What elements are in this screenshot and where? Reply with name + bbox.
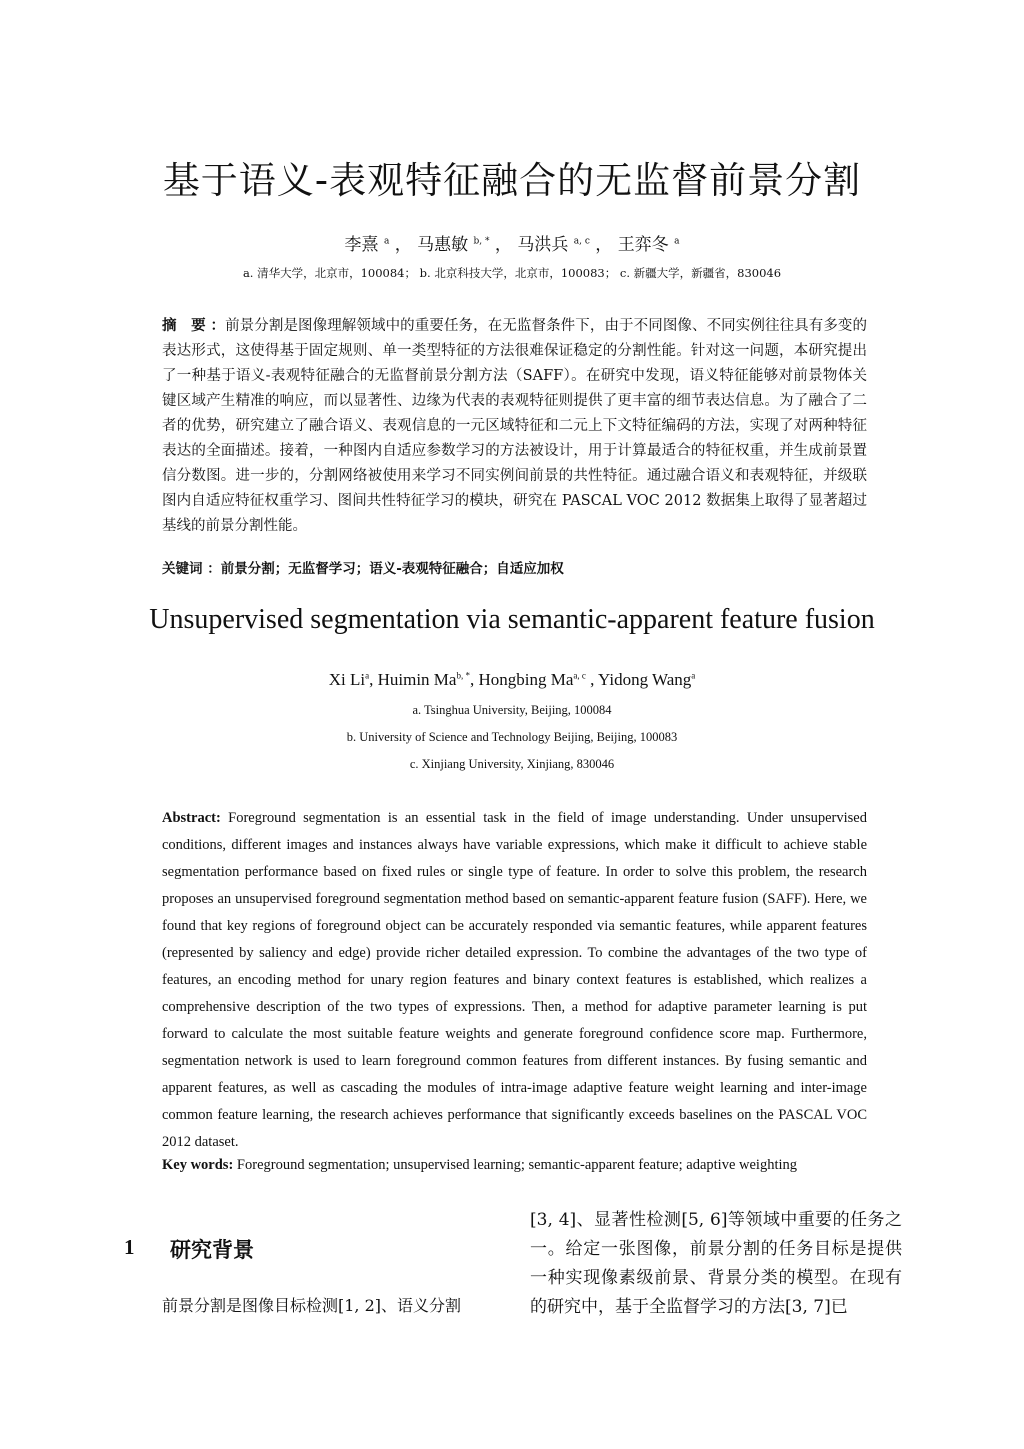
author-name: Yidong Wang: [598, 670, 692, 689]
section-number: 1: [124, 1235, 135, 1259]
author-name: 王弈冬: [617, 235, 669, 255]
affiliations-cn: a. 清华大学，北京市，100084； b. 北京科技大学，北京市，100083； c. 新疆大学，新疆省，830046: [242, 266, 782, 280]
keywords-label-en: Key words:: [162, 1157, 234, 1173]
abstract-cn: [162, 314, 867, 539]
author-sep: ，: [394, 235, 412, 255]
author-affil: b, *: [456, 670, 470, 681]
abstract-en: [162, 805, 867, 1156]
body-text-right-column: [3, 4]、显著性检测[5, 6]等领域中重要的任务之一。给定一张图像，前景分割的任务目标是提供一种实现像素级前景、背景分类的模型。在现有的研究中，基于全监督学习的方法[3, 7]已: [530, 1210, 902, 1317]
keywords-label-sep: ：: [207, 561, 221, 577]
keywords-label-cn: 关键词: [162, 561, 203, 577]
body-text-left-column: 前景分割是图像目标检测[1, 2]、语义分割: [162, 1296, 462, 1315]
author-affil: a, c: [573, 670, 586, 681]
author-sep: ，: [494, 235, 512, 255]
author-name: 马洪兵: [517, 235, 569, 255]
abstract-label-en: Abstract:: [162, 810, 221, 826]
paper-title-cn: 基于语义-表观特征融合的无监督前景分割: [162, 159, 862, 202]
abstract-text-en: Foreground segmentation is an essential task in the field of image understanding. Under unsupervised conditions, different images and instances always have variable expressions, which make it difficult to achieve stable segmentation performance based on fixed rules or single type of feature. In order to solve this problem, the research proposes an unsupervised foreground segmentation method based on semantic-apparent feature fusion (SAFF). Here, we found that key regions of foreground object can be accurately responded via semantic features, while apparent features (represented by saliency and edge) provide richer detailed expression. To combine the advantages of the two type of features, an encoding method for unary region features and binary context features is established, which realizes a comprehensive description of the two types of expressions. Then, a method for adaptive parameter learning is put forward to calculate the most suitable feature weights and generate foreground confidence score map. Furthermore, segmentation network is used to learn foreground common features from different instances. By fusing semantic and apparent features, as well as cascading the modules of intra-image adaptive feature weight learning and inter-image common feature learning, the research achieves performance that significantly exceeds baselines on the PASCAL VOC 2012 dataset.: [162, 810, 867, 1150]
author-affil: a: [365, 670, 370, 681]
keywords-cn: [162, 557, 867, 577]
authors-cn: [0, 230, 1024, 255]
author-name: 李熹: [344, 235, 379, 255]
author-name: Xi Li: [328, 670, 366, 689]
author-affil: b, *: [473, 236, 490, 247]
abstract-text-cn: 前景分割是图像理解领域中的重要任务，在无监督条件下，由于不同图像、不同实例往往具有多变的表达形式，这使得基于固定规则、单一类型特征的方法很难保证稳定的分割性能。针对这一问题，本研究提出了一种基于语义-表观特征融合的无监督前景分割方法（SAFF）。在研究中发现，语义特征能够对前景物体关键区域产生精准的响应，而以显著性、边缘为代表的表观特征则提供了更丰富的细节表达信息。为了融合了二者的优势，研究建立了融合语义、表观信息的一元区域特征和二元上下文特征编码的方法，实现了对两种特征表达的全面描述。接着，一种图内自适应参数学习的方法被设计，用于计算最适合的特征权重，并生成前景置信分数图。进一步的，分割网络被使用来学习不同实例间前景的共性特征。通过融合语义和表观特征，并级联图内自适应特征权重学习、图间共性特征学习的模块，研究在 PASCAL VOC 2012 数据集上取得了显著超过基线的前景分割性能。: [162, 318, 868, 534]
affiliation-en-a: a. Tsinghua University, Beijing, 100084: [412, 703, 612, 717]
keywords-text-cn: 前景分割；无监督学习；语义-表观特征融合；自适应加权: [220, 561, 564, 577]
author-affil: a: [383, 236, 390, 247]
author-affil: a: [674, 236, 680, 247]
abstract-label-sep: ：: [210, 318, 226, 334]
author-sep: ，: [595, 235, 613, 255]
keywords-text-en: Foreground segmentation; unsupervised learning; semantic-apparent feature; adaptive weighting: [236, 1157, 798, 1173]
section-title: 研究背景: [170, 1238, 254, 1262]
paper-title-en: Unsupervised segmentation via semantic-apparent feature fusion: [149, 604, 875, 635]
author-affil: a, c: [573, 236, 590, 247]
author-name: Hongbing Ma: [478, 670, 574, 689]
keywords-en: [162, 1157, 867, 1174]
abstract-label-cn: 摘 要: [162, 318, 206, 334]
affiliation-en-b: b. University of Science and Technology Beijing, Beijing, 100083: [346, 730, 678, 744]
author-sep: ,: [369, 670, 378, 689]
author-name: 马惠敏: [417, 235, 469, 255]
author-sep: ,: [585, 670, 599, 689]
authors-en: [0, 670, 1024, 690]
author-name: Huimin Ma: [377, 670, 457, 689]
affiliation-en-c: c. Xinjiang University, Xinjiang, 830046: [409, 757, 615, 771]
author-sep: ,: [469, 670, 479, 689]
author-affil: a: [691, 670, 696, 681]
